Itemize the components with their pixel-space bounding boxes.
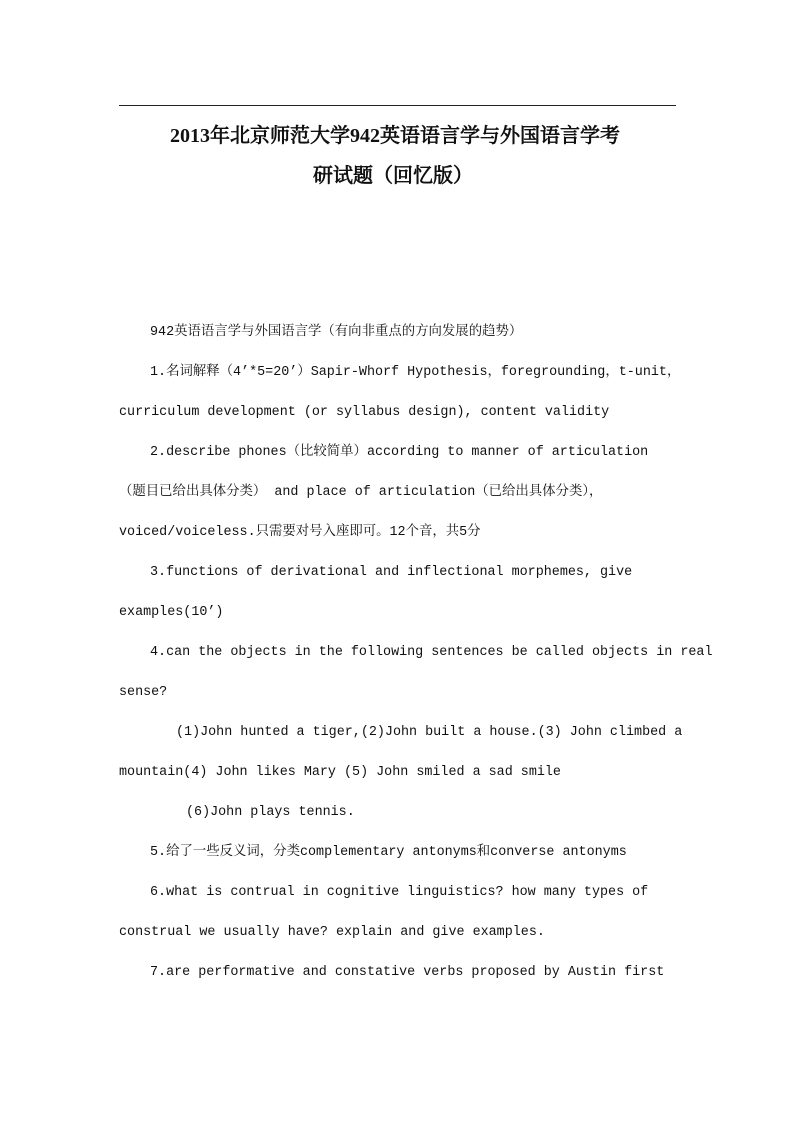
text-line: construal we usually have? explain and give examples. <box>119 925 545 940</box>
header-rule <box>119 105 676 106</box>
text-line: 2.describe phones（比较简单）according to manner of articulation <box>150 445 649 460</box>
text-line: voiced/voiceless.只需要对号入座即可。12个音，共5分 <box>119 525 481 540</box>
text-line: 5.给了一些反义词，分类complementary antonyms和converse antonyms <box>150 845 627 860</box>
text-line: （题目已给出具体分类） and place of articulation（已给出具体分类）， <box>119 485 603 500</box>
text-line: sense? <box>119 685 168 700</box>
doc-title-line2: 研试题（回忆版） <box>313 165 473 187</box>
doc-title-line1: 2013年北京师范大学942英语语言学与外国语言学考 <box>170 125 620 147</box>
text-line: curriculum development (or syllabus design), content validity <box>119 405 610 420</box>
text-line: mountain(4) John likes Mary (5) John smiled a sad smile <box>119 765 561 780</box>
text-line: 942英语语言学与外国语言学（有向非重点的方向发展的趋势） <box>150 325 523 340</box>
text-line: 1.名词解释（4’*5=20’）Sapir-Whorf Hypothesis，foregrounding，t-unit， <box>150 365 681 380</box>
text-line: 4.can the objects in the following sentences be called objects in real <box>150 645 713 660</box>
text-line: (1)John hunted a tiger,(2)John built a house.(3) John climbed a <box>176 725 683 740</box>
text-line: 6.what is contrual in cognitive linguistics? how many types of <box>150 885 649 900</box>
text-line: examples(10’) <box>119 605 224 620</box>
text-line: 7.are performative and constative verbs proposed by Austin first <box>150 965 665 980</box>
text-line: (6)John plays tennis. <box>186 805 355 820</box>
text-line: 3.functions of derivational and inflectional morphemes, give <box>150 565 633 580</box>
